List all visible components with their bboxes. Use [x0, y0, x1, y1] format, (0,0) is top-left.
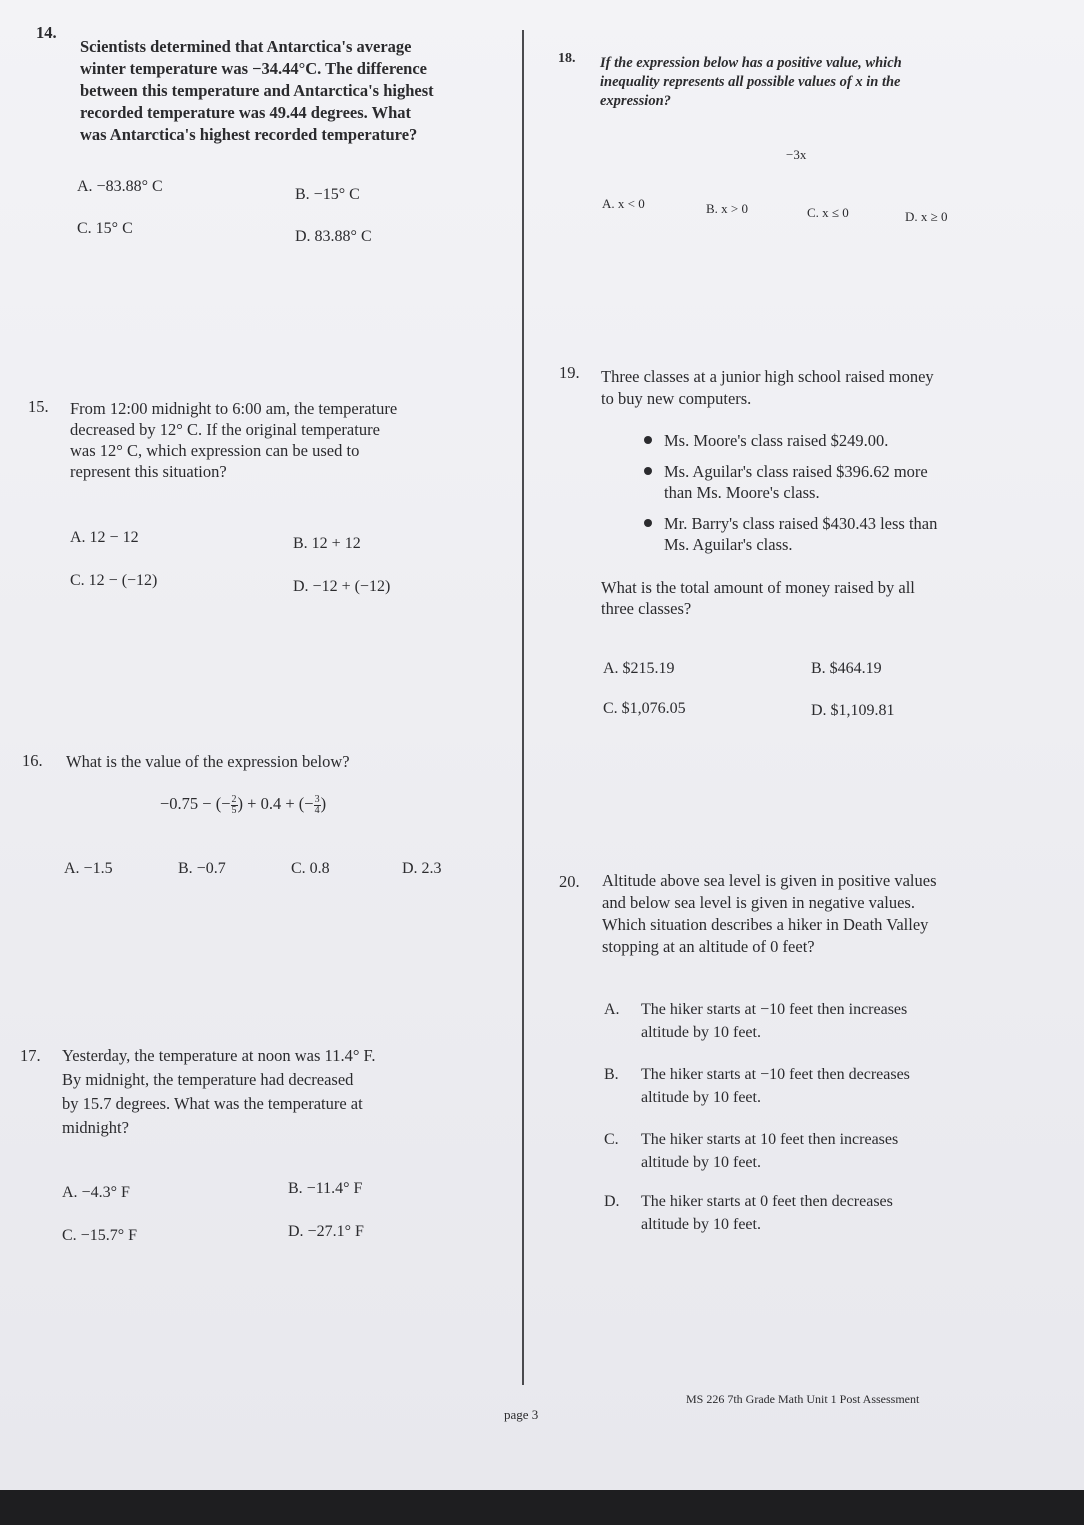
option-a[interactable]: A. −83.88° C — [77, 178, 163, 195]
fraction-three-fourths: $\frac{3}{4}$ — [314, 793, 320, 816]
expression: −3x — [786, 147, 807, 162]
bullet-icon — [644, 467, 652, 475]
option-c[interactable]: C. 12 − (−12) — [70, 572, 158, 589]
question-number: 20. — [559, 872, 580, 891]
assessment-title: MS 226 7th Grade Math Unit 1 Post Assessment — [686, 1392, 920, 1406]
option-b[interactable]: B. −15° C — [295, 186, 360, 203]
option-a[interactable]: A. −4.3° F — [62, 1184, 130, 1201]
option-c[interactable]: C. −15.7° F — [62, 1227, 137, 1244]
question-stem: If the expression below has a positive value, which inequality represents all possible values of x in the expression? — [600, 55, 902, 109]
option-c[interactable]: C. 15° C — [77, 220, 133, 237]
question-stem: Scientists determined that Antarctica's average winter temperature was −34.44°C. The difference between this temperature and Antarctica's highest recorded temperature was 49.44 degrees. What was Antarctica's highest recorded temperature? — [80, 37, 434, 144]
option-b[interactable]: B. −11.4° F — [288, 1180, 363, 1197]
question-stem: What is the value of the expression below? — [66, 752, 350, 771]
question-number: 17. — [20, 1046, 41, 1065]
bullet-icon — [644, 436, 652, 444]
option-b[interactable]: B. 12 + 12 — [293, 535, 361, 552]
question-number: 19. — [559, 363, 580, 382]
option-c[interactable]: C. x ≤ 0 — [807, 205, 849, 220]
fraction-two-fifths: $\frac{2}{5}$ — [231, 793, 237, 816]
bullet-list — [664, 430, 1004, 565]
question-stem: From 12:00 midnight to 6:00 am, the temperature decreased by 12° C. If the original temperature was 12° C, which expression can be used to represent this situation? — [70, 399, 398, 481]
option-d[interactable]: D. −12 + (−12) — [293, 578, 391, 595]
worksheet-page: 14. Scientists determined that Antarctica's average winter temperature was −34.44°C. The difference between this temperature and Antarctica's highest recorded temperature was 49.44 degrees. What was Antarctica's highest recorded temperature? A. −83.88° C B. −15° C C. 15° C D. 83.88° C 15. From 12:00 midnight to 6:00 am, the temperature decreased by 12° C. If the original temperature was 12° C, which expression can be used to represent this situation? A. 12 − 12 B. 12 + 12 C. 12 − (−12) D. −12 + (−12) 16. What is the value of the expression below? −0.75 − (− $\frac{2}{5}$ ) + 0.4 + (− $\frac{3}{4}$ ) A. −1.5 B. −0.7 C. 0.8 D. 2.3 17. Yesterday, the temperature at noon was 11.4° F. By midnight, the temperature had decreased by 15.7 degrees. What was the temperature at midnight? A. −4.3° F B. −11.4° F C. −15.7° F D. −27.1° F 18. If the expression below has a positive value, which inequality represents all possible values of x in the expression? −3x A. x < 0 B. x > 0 C. x ≤ 0 D. x ≥ 0 19. Three classes at a junior high school raised money to buy new computers. Ms. Moore's class raised $249.00. Ms. Aguilar's class raised $396.62 more than Ms. Moore's class. Mr. Barry's class raised $430.43 less than Ms. Aguilar's class. What is the total amount of money raised by all three classes? A. $215.19 B. $464.19 C. $1,076.05 D. $1,109.81 20. Altitude above sea level is given in positive values and below sea level is given in negative values. Which situation describes a hiker in Death Valley stopping at an altitude of 0 feet? A. The hiker starts at −10 feet then increases altitude by 10 feet. B. The hiker starts at −10 feet then decreases altitude by 10 feet. C. The hiker starts at 10 feet then increases altitude by 10 feet. D. The hiker starts at 0 feet then decreases altitude by 10 feet. page 3 MS 226 7th Grade Math Unit 1 Post Assessment — [0, 0, 1084, 1490]
option-a[interactable]: A. −1.5 — [64, 860, 113, 877]
option-c[interactable]: C. 0.8 — [291, 860, 330, 877]
page-number: page 3 — [504, 1407, 539, 1422]
option-a[interactable]: A. 12 − 12 — [70, 529, 139, 546]
question-prompt: What is the total amount of money raised by all three classes? — [601, 578, 915, 618]
question-stem: Yesterday, the temperature at noon was 11.4° F. By midnight, the temperature had decreased by 15.7 degrees. What was the temperature at midnight? — [62, 1046, 376, 1137]
question-stem: Three classes at a junior high school raised money to buy new computers. — [601, 367, 934, 408]
column-divider — [522, 30, 524, 1385]
option-d[interactable]: D. 83.88° C — [295, 228, 372, 245]
expression: −0.75 − (− $\frac{2}{5}$ ) + 0.4 + (− $\frac{3}{4}$ ) — [160, 793, 327, 816]
option-d[interactable]: D. 2.3 — [402, 860, 442, 877]
option-d[interactable]: D. −27.1° F — [288, 1223, 364, 1240]
question-number: 15. — [28, 397, 49, 416]
question-number: 16. — [22, 751, 43, 770]
list-item: Mr. Barry's class raised $430.43 less than Ms. Aguilar's class. — [664, 513, 1004, 555]
list-item: Ms. Aguilar's class raised $396.62 more than Ms. Moore's class. — [664, 461, 1004, 503]
question-number: 18. — [558, 51, 576, 66]
option-b[interactable]: B. $464.19 — [811, 660, 882, 677]
option-a[interactable]: A. $215.19 — [603, 660, 675, 677]
option-a[interactable]: A. x < 0 — [602, 196, 645, 211]
question-stem: Altitude above sea level is given in positive values and below sea level is given in negative values. Which situation describes a hiker in Death Valley stopping at an altitude of 0 feet? — [602, 871, 937, 956]
question-number: 14. — [36, 23, 57, 42]
option-d[interactable]: D. x ≥ 0 — [905, 209, 948, 224]
screen-edge — [0, 1490, 1084, 1525]
option-b[interactable]: B. −0.7 — [178, 860, 226, 877]
list-item: Ms. Moore's class raised $249.00. — [664, 430, 1004, 451]
option-c[interactable]: C. $1,076.05 — [603, 700, 686, 717]
option-b[interactable]: B. x > 0 — [706, 201, 749, 216]
option-d[interactable]: D. $1,109.81 — [811, 702, 895, 719]
bullet-icon — [644, 519, 652, 527]
